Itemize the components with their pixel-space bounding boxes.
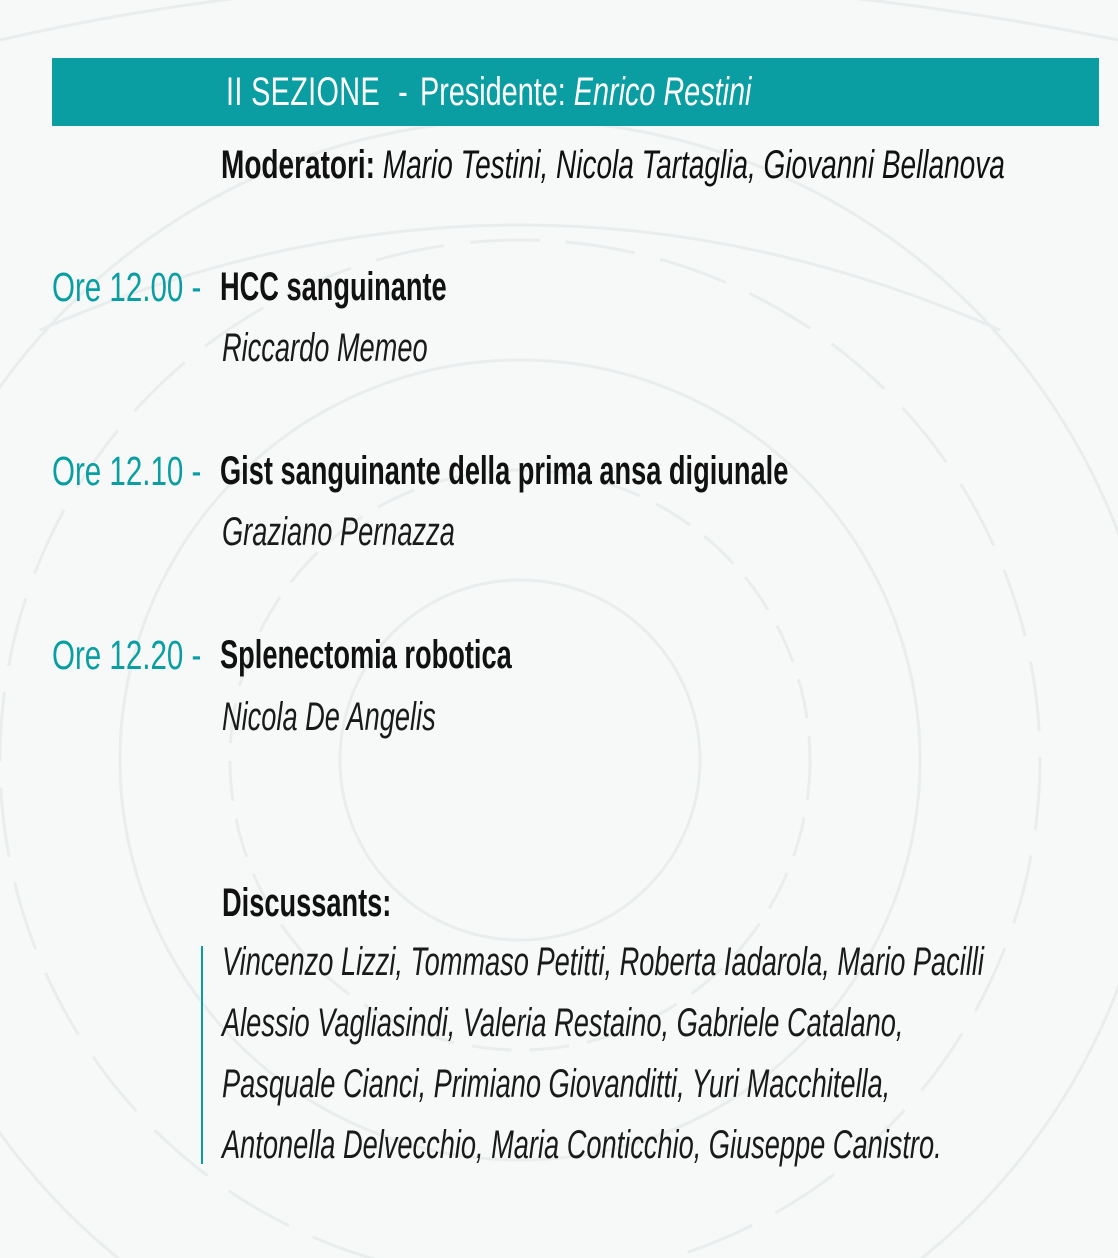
- section-title: II SEZIONE: [226, 70, 381, 114]
- section-header-band: [52, 58, 1099, 126]
- discussants-line: Vincenzo Lizzi, Tommaso Petitti, Roberta Iadarola, Mario Pacilli: [222, 940, 984, 984]
- talk-title: HCC sanguinante: [220, 265, 447, 309]
- discussants-label: Discussants:: [222, 881, 392, 925]
- talk-speaker: Riccardo Memeo: [222, 326, 428, 370]
- president-name: Enrico Restini: [573, 70, 752, 114]
- discussants-line: Alessio Vagliasindi, Valeria Restaino, Gabriele Catalano,: [222, 1001, 904, 1045]
- talk-time: Ore 12.00 -: [52, 264, 202, 310]
- talk-speaker: Graziano Pernazza: [222, 510, 455, 554]
- talk-title: Splenectomia robotica: [220, 633, 512, 677]
- moderators-names: Mario Testini, Nicola Tartaglia, Giovanni Bellanova: [382, 143, 1005, 187]
- moderators-line: [221, 140, 1005, 190]
- discussants-line: Antonella Delvecchio, Maria Conticchio, Giuseppe Canistro.: [222, 1123, 942, 1167]
- section-header-text: [226, 58, 751, 126]
- discussants-line: Pasquale Cianci, Primiano Giovanditti, Yuri Macchitella,: [222, 1062, 891, 1106]
- president-label: Presidente:: [420, 70, 566, 114]
- talk-title: Gist sanguinante della prima ansa digiunale: [220, 449, 789, 493]
- talk-time: Ore 12.20 -: [52, 632, 202, 678]
- moderators-label: Moderatori:: [221, 143, 375, 187]
- talk-speaker: Nicola De Angelis: [222, 695, 436, 739]
- talk-time: Ore 12.10 -: [52, 448, 202, 494]
- discussants-accent-bar: [201, 946, 203, 1164]
- header-separator: -: [398, 70, 408, 114]
